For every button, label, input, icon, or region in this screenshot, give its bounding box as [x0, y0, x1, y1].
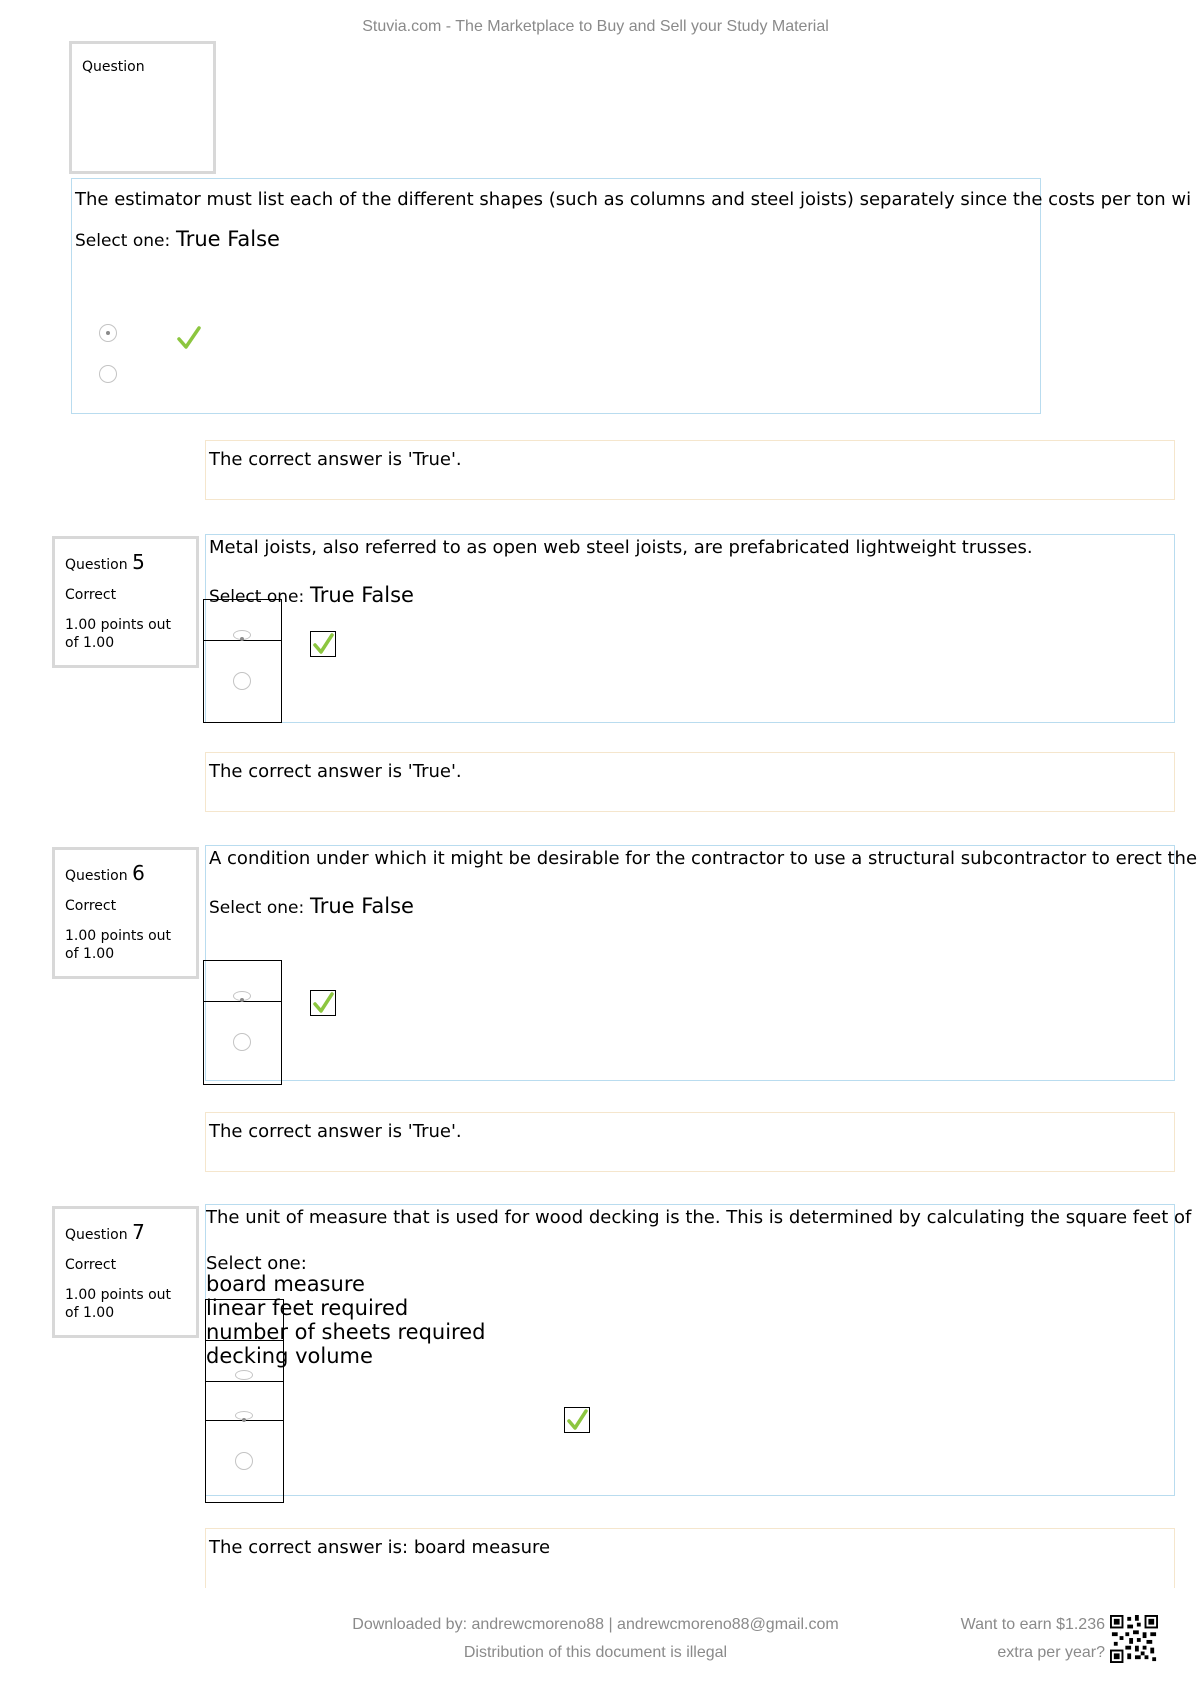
choice-a: board measure: [206, 1272, 365, 1296]
footer-earn-line-1: Want to earn $1.236: [960, 1616, 1105, 1633]
points-line-1: 1.00 points out: [65, 928, 171, 944]
options-text: True False: [309, 894, 414, 918]
radio-true[interactable]: [233, 991, 251, 1001]
question-box-q7: [205, 1204, 1192, 1496]
select-label: Select one:: [206, 1253, 307, 1274]
points-line-2: of 1.00: [65, 635, 115, 651]
radio-false[interactable]: [99, 365, 117, 383]
select-one: [75, 227, 280, 251]
feedback-q4: [205, 440, 1175, 500]
correct-answer-text: The correct answer is: board measure: [209, 1537, 551, 1558]
question-text: A condition under which it might be desirable for the contractor to use a structural subcontractor to erect the: [209, 848, 1197, 869]
footer-illegal-notice: Distribution of this document is illegal: [463, 1644, 728, 1661]
check-icon-box: [310, 990, 336, 1016]
question-info-q4: [69, 41, 216, 174]
points-line-2: of 1.00: [65, 946, 115, 962]
radio-c[interactable]: [235, 1452, 253, 1470]
select-label: Select one:: [209, 587, 305, 607]
options-text: True False: [175, 227, 280, 251]
check-icon: [311, 632, 335, 656]
check-icon-box: [310, 631, 336, 657]
question-label: Question: [65, 1227, 128, 1243]
correct-answer-text: The correct answer is 'True'.: [209, 761, 462, 782]
answer-cell-a: [205, 1299, 284, 1341]
question-text: Metal joists, also referred to as open web steel joists, are prefabricated lightweight trusses.: [209, 537, 1033, 558]
choice-b: linear feet required: [206, 1296, 409, 1320]
question-info-q7: [52, 1206, 199, 1338]
question-box-q5: [205, 534, 1175, 723]
question-number: 6: [132, 861, 145, 885]
select-label: Select one:: [209, 898, 305, 918]
qr-code-icon[interactable]: [1110, 1615, 1158, 1663]
question-status: Correct: [65, 898, 117, 914]
question-status: Correct: [65, 587, 117, 603]
footer-downloaded-by: Downloaded by: andrewcmoreno88 | andrewcmoreno88@gmail.com: [352, 1616, 839, 1633]
page-header: Stuvia.com - The Marketplace to Buy and Sell your Study Material: [362, 18, 829, 35]
question-box-q4: [71, 178, 1192, 414]
radio-false[interactable]: [233, 1033, 251, 1051]
points-line-1: 1.00 points out: [65, 617, 171, 633]
points-line-2: of 1.00: [65, 1305, 115, 1321]
choice-c: number of sheets required: [206, 1320, 486, 1344]
select-one: [209, 894, 414, 918]
check-icon: [176, 325, 202, 351]
radio-true[interactable]: [233, 630, 251, 640]
question-label: Question: [65, 868, 128, 884]
feedback-q7: [205, 1528, 1175, 1588]
check-icon: [565, 1408, 589, 1432]
question-info-q5: [52, 536, 199, 668]
footer-earn-line-2: extra per year?: [997, 1644, 1105, 1661]
question-box-q6: [205, 845, 1197, 1081]
choice-d: decking volume: [206, 1344, 373, 1368]
radio-b[interactable]: [235, 1411, 253, 1420]
select-label: Select one:: [75, 231, 171, 251]
check-icon: [311, 991, 335, 1015]
radio-true[interactable]: [99, 324, 117, 342]
question-info-q6: [52, 847, 199, 979]
question-number: 7: [132, 1220, 145, 1244]
question-label: Question: [82, 59, 145, 75]
radio-false[interactable]: [233, 672, 251, 690]
question-number: 5: [132, 550, 145, 574]
question-text: The estimator must list each of the different shapes (such as columns and steel joists) separately since the costs per ton wi: [75, 189, 1192, 210]
question-text: The unit of measure that is used for wood decking is the. This is determined by calculating the square feet of: [206, 1207, 1192, 1228]
points-line-1: 1.00 points out: [65, 1287, 171, 1303]
feedback-q6: [205, 1112, 1175, 1172]
question-label: Question: [65, 557, 128, 573]
options-text: True False: [309, 583, 414, 607]
correct-answer-text: The correct answer is 'True'.: [209, 449, 462, 470]
question-status: Correct: [65, 1257, 117, 1273]
correct-answer-text: The correct answer is 'True'.: [209, 1121, 462, 1142]
radio-a[interactable]: [235, 1370, 253, 1380]
feedback-q5: [205, 752, 1175, 812]
check-icon-box: [564, 1407, 590, 1433]
